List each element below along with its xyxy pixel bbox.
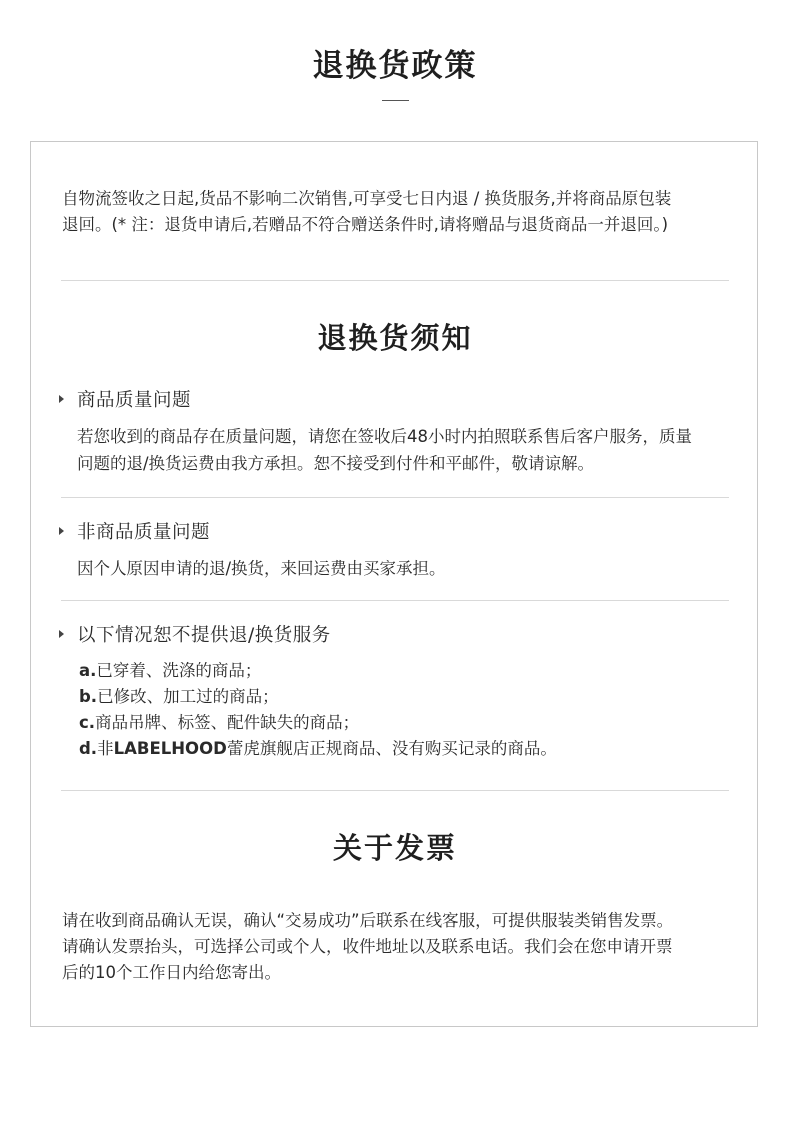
list-item [79, 736, 739, 762]
invoice-body [62, 908, 752, 986]
notice-title: 退换货须知 [317, 321, 473, 355]
quality-issue-heading [59, 386, 191, 412]
policy-intro [62, 186, 752, 238]
quality-issue-line1: 若您收到的商品存在质量问题，请您在签收后48小时内拍照联系售后客户服务，质量 [77, 427, 692, 446]
list-item [79, 658, 739, 684]
divider [61, 600, 729, 601]
policy-intro-line1: 自物流签收之日起,货品不影响二次销售,可享受七日内退 / 换货服务,并将商品原包装 [62, 189, 672, 208]
list-item-text: 已穿着、洗涤的商品； [96, 661, 262, 680]
exclusions-heading [59, 621, 331, 647]
non-quality-issue-title: 非商品质量问题 [77, 522, 211, 543]
invoice-line3: 后的10个工作日内给您寄出。 [62, 963, 281, 982]
invoice-title: 关于发票 [332, 831, 457, 865]
divider [61, 497, 729, 498]
list-item-text: 已修改、加工过的商品； [97, 687, 279, 706]
list-item-text: 商品吊牌、标签、配件缺失的商品； [95, 713, 360, 732]
title-underline [382, 100, 409, 101]
divider [61, 280, 729, 281]
invoice-line2: 请确认发票抬头，可选择公司或个人，收件地址以及联系电话。我们会在您申请开票 [62, 937, 673, 956]
divider [61, 790, 729, 791]
caret-right-icon [59, 630, 64, 638]
list-item [79, 710, 739, 736]
list-item [79, 684, 739, 710]
caret-right-icon [59, 395, 64, 403]
caret-right-icon [59, 527, 64, 535]
exclusions-list [79, 658, 739, 762]
non-quality-issue-heading [59, 518, 210, 544]
quality-issue-line2: 问题的退/换货运费由我方承担。恕不接受到付件和平邮件，敬请谅解。 [77, 454, 595, 473]
list-item-prefix: 非 [97, 739, 114, 758]
quality-issue-title: 商品质量问题 [77, 390, 192, 411]
exclusions-title: 以下情况恕不提供退/换货服务 [77, 625, 331, 646]
list-item-label: c. [79, 713, 96, 732]
page-title: 退换货政策 [312, 48, 478, 84]
invoice-line1: 请在收到商品确认无误，确认“交易成功”后联系在线客服，可提供服装类销售发票。 [62, 911, 674, 930]
list-item-label: a. [79, 661, 97, 680]
policy-card [30, 141, 758, 1027]
list-item-text: 蕾虎旗舰店正规商品、没有购买记录的商品。 [226, 739, 557, 758]
non-quality-issue-body [77, 555, 753, 582]
quality-issue-body [77, 423, 753, 477]
non-quality-issue-line1: 因个人原因申请的退/换货，来回运费由买家承担。 [77, 559, 446, 578]
policy-intro-line2: 退回。(* 注：退货申请后,若赠品不符合赠送条件时,请将赠品与退货商品一并退回。) [62, 215, 669, 234]
brand-name: LABELHOOD [113, 739, 227, 758]
list-item-label: d. [79, 739, 98, 758]
list-item-label: b. [79, 687, 98, 706]
